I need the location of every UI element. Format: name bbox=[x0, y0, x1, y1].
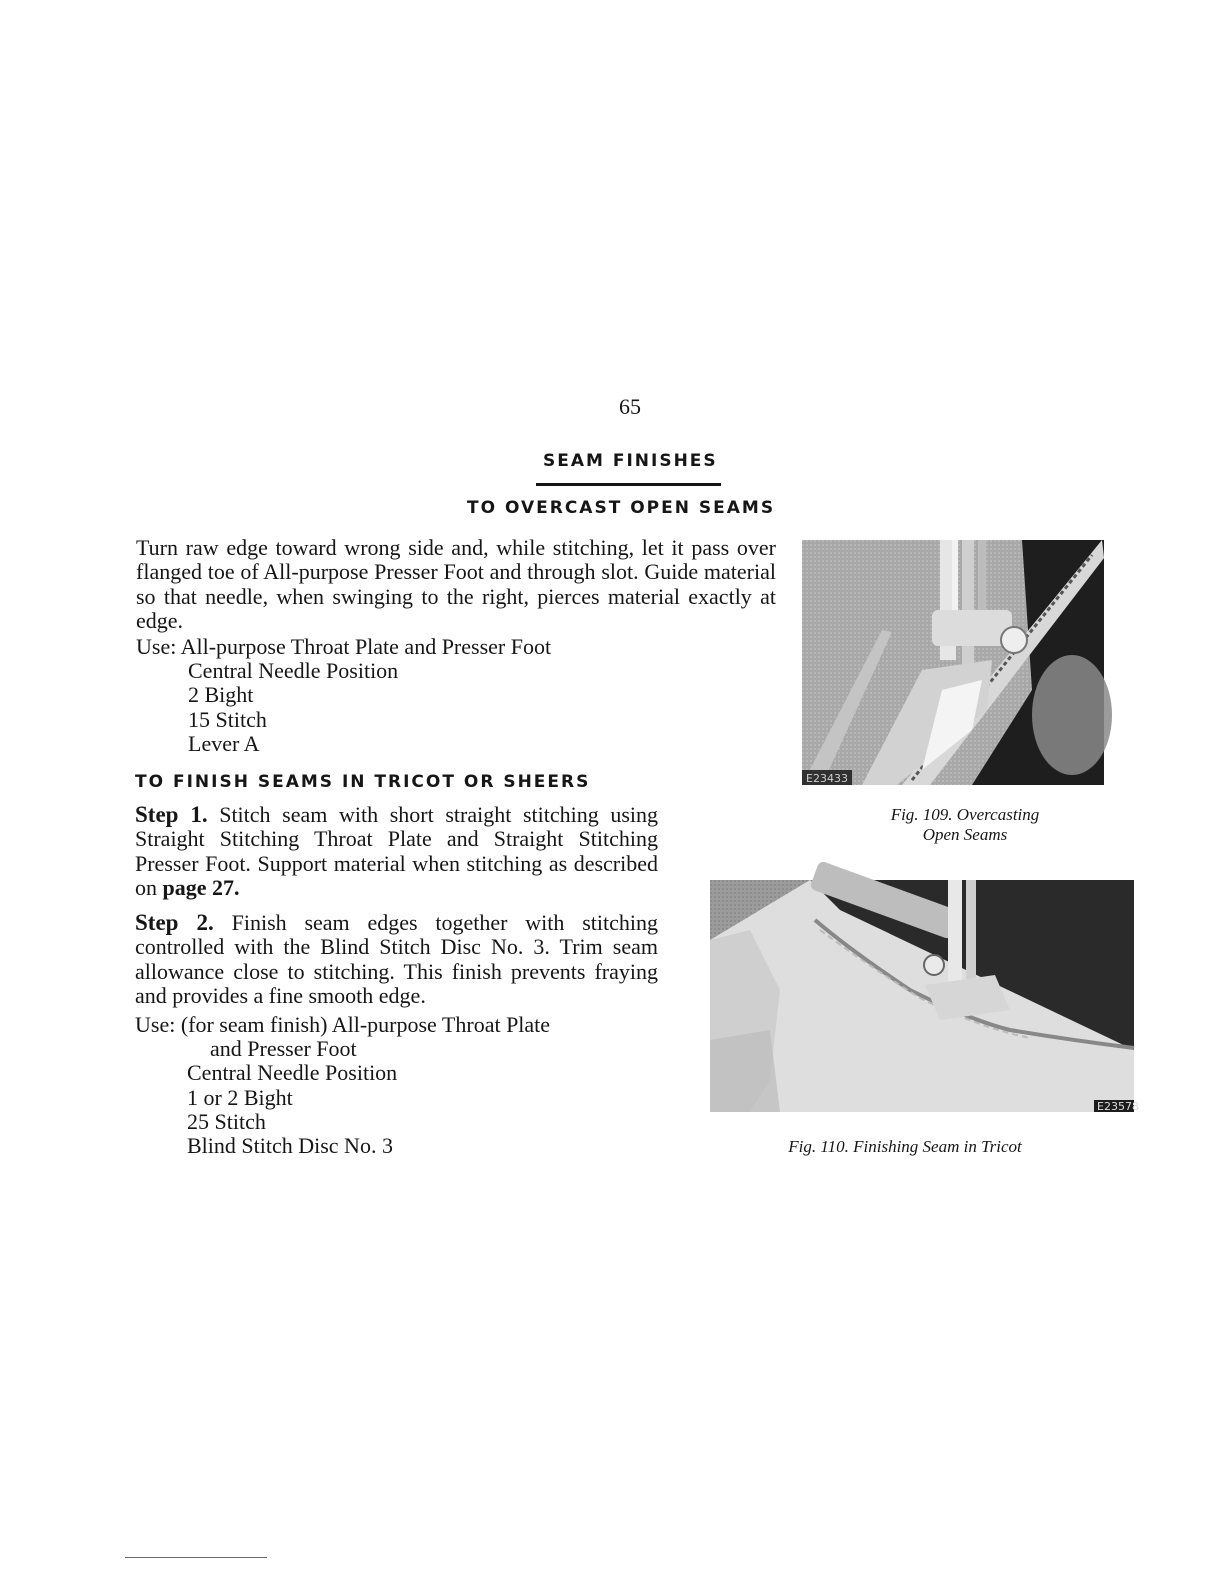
bottom-divider bbox=[125, 1557, 267, 1558]
figure-109-caption-line2: Open Seams bbox=[922, 825, 1008, 844]
step-1-text: Stitch seam with short straight stitching using Straight Stitching Throat Plate and Straight Stitching Presser Foot. Support material when stitching as described on bbox=[135, 802, 659, 900]
subsection-title-overcast: TO OVERCAST OPEN SEAMS bbox=[467, 498, 776, 518]
figure-110-caption: Fig. 110. Finishing Seam in Tricot bbox=[788, 1137, 1022, 1156]
use-line: and Presser Foot bbox=[210, 1036, 357, 1062]
use-line: Use: (for seam finish) All-purpose Throat Plate bbox=[135, 1012, 551, 1037]
figure-110-photo bbox=[710, 880, 1139, 1113]
use-line: Lever A bbox=[188, 730, 260, 756]
use-line: Use: All-purpose Throat Plate and Presser Foot bbox=[136, 634, 552, 659]
page-number: 65 bbox=[619, 394, 641, 419]
use-line: Blind Stitch Disc No. 3 bbox=[187, 1133, 393, 1159]
use-line: 2 Bight bbox=[188, 682, 254, 708]
figure-109-caption-line1: Fig. 109. Overcasting bbox=[890, 805, 1040, 824]
subsection-title-tricot: TO FINISH SEAMS IN TRICOT OR SHEERS bbox=[135, 772, 591, 792]
figure-109-photo bbox=[802, 540, 1104, 785]
presser-foot-illustration bbox=[802, 540, 1104, 785]
title-rule bbox=[536, 483, 721, 486]
step-2-paragraph bbox=[135, 911, 658, 1008]
use-line: 25 Stitch bbox=[187, 1108, 266, 1134]
figure-109-caption bbox=[840, 805, 1090, 845]
step-2-text: Finish seam edges together with stitching controlled with the Blind Stitch Disc No. 3. Trim seam allowance close to stitching. This finish prevents fraying and provides a fine smooth edge. bbox=[135, 910, 658, 1008]
overcast-paragraph: Turn raw edge toward wrong side and, while stitching, let it pass over flanged toe of All-purpose Presser Foot and through slot. Guide material so that needle, when swinging to the right, pierces material exactly at edge. bbox=[136, 535, 776, 633]
use-line: Central Needle Position bbox=[188, 658, 399, 684]
tricot-use-list bbox=[135, 1013, 550, 1158]
figure-110-mark: E23578 bbox=[1097, 1100, 1139, 1113]
figure-109-mark: E23433 bbox=[806, 772, 848, 785]
use-line: 1 or 2 Bight bbox=[187, 1084, 293, 1110]
tricot-seam-illustration bbox=[710, 880, 1139, 1113]
overcast-use-list bbox=[136, 635, 551, 756]
use-line: Central Needle Position bbox=[187, 1060, 398, 1086]
section-title: SEAM FINISHES bbox=[543, 451, 718, 471]
step-1-paragraph bbox=[135, 803, 658, 900]
step-1-label: Step 1. bbox=[135, 802, 208, 827]
use-line: 15 Stitch bbox=[188, 706, 267, 732]
step-2-label: Step 2. bbox=[135, 910, 214, 935]
page-reference: page 27. bbox=[162, 874, 240, 900]
